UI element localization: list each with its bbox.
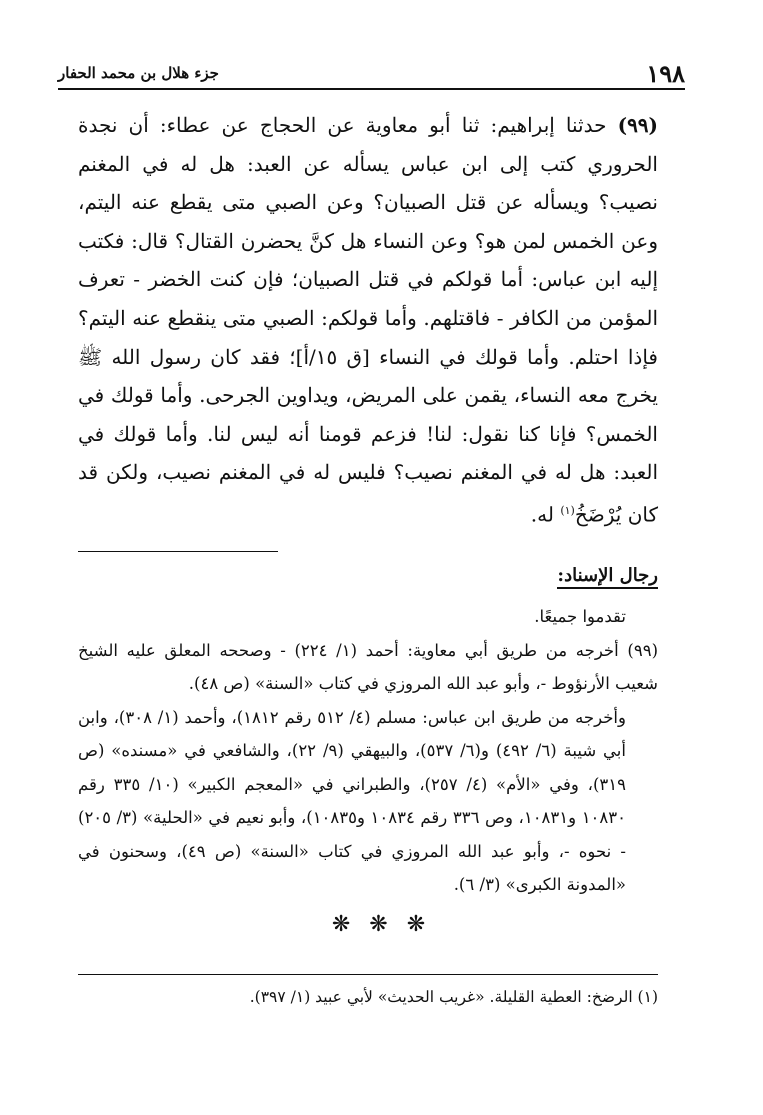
hadith-body: حدثنا إبراهيم: ثنا أبو معاوية عن الحجاج عن عطاء: أن نجدة الحروري كتب إلى ابن عباس يسأله عن العبد: هل له في المغنم نصيب؟ ويسأله عن قتل الصبيان؟ وعن الصبي متى يقطع عنه اليتم، وعن الخمس لمن هو؟ وعن النساء هل كنَّ يحضرن القتال؟ قال: فكتب إليه ابن عباس: أما قولكم في قتل الصبيان؛ فإن كنت الخضر - تعرف المؤمن من الكافر - فاقتلهم. وأما قولكم: الصبي متى ينقطع عنه اليتم؟ فإذا احتلم. وأما قولك في النساء [ق ١٥/أ]؛ فقد كان رسول الله ﷺ يخرج معه النساء، يقمن على المريض، ويداوين الجرحى. وأما قولك في الخمس؟ فإنا كنا نقول: لنا! فزعم قومنا أنه ليس لنا. وأما قولك في العبد: هل له في المغنم نصيب؟ فليس له في المغنم نصيب، ولكن قد كان يُرْضَخُ xyxy=(78,113,658,527)
section-divider xyxy=(78,551,278,552)
notes-heading: رجال الإسناد: xyxy=(557,565,658,589)
section-ornament: ❋ ❋ ❋ xyxy=(331,912,432,937)
hadith-text xyxy=(78,106,658,534)
hadith-number: (٩٩) xyxy=(617,113,659,137)
page-header xyxy=(58,58,685,90)
notes-body xyxy=(78,600,658,902)
takhrij-paragraph-2: وأخرجه من طريق ابن عباس: مسلم (٤/ ٥١٢ رقم ١٨١٢)، وأحمد (١/ ٣٠٨)، وابن أبي شيبة (٦/ ٤٩٢) و(٦/ ٥٣٧)، والبيهقي (٩/ ٢٢)، والشافعي في «مسنده» (ص ٣١٩)، وفي «الأم» (٤/ ٢٥٧)، والطبراني في «المعجم الكبير» (١٠/ ٣٣٥ رقم ١٠٨٣٠ و١٠٨٣١، وص ٣٣٦ رقم ١٠٨٣٤ و١٠٨٣٥)، وأبو نعيم في «الحلية» (٣/ ٢٠٥) - نحوه -، وأبو عبد الله المروزي في كتاب «السنة» (ص ٤٩)، وسحنون في «المدونة الكبرى» (٣/ ٦). xyxy=(78,707,626,894)
footnote-reference[interactable]: (١) xyxy=(560,503,575,517)
hadith-paragraph xyxy=(78,106,658,534)
footnote: (١) الرضخ: العطية القليلة. «غريب الحديث» لأبي عبيد (١/ ٣٩٧). xyxy=(249,988,658,1006)
running-title: جزء هلال بن محمد الحفار xyxy=(58,64,219,82)
page-number: ١٩٨ xyxy=(646,58,685,88)
takhrij-paragraph-1: (٩٩) أخرجه من طريق أبي معاوية: أحمد (١/ ٢٢٤) - وصححه المعلق عليه الشيخ شعيب الأرنؤوط -، وأبو عبد الله المروزي في كتاب «السنة» (ص ٤٨). xyxy=(78,640,658,693)
hadith-body-end: له. xyxy=(530,502,561,527)
footnote-divider xyxy=(78,974,658,975)
narrators-note: تقدموا جميعًا. xyxy=(534,607,626,626)
